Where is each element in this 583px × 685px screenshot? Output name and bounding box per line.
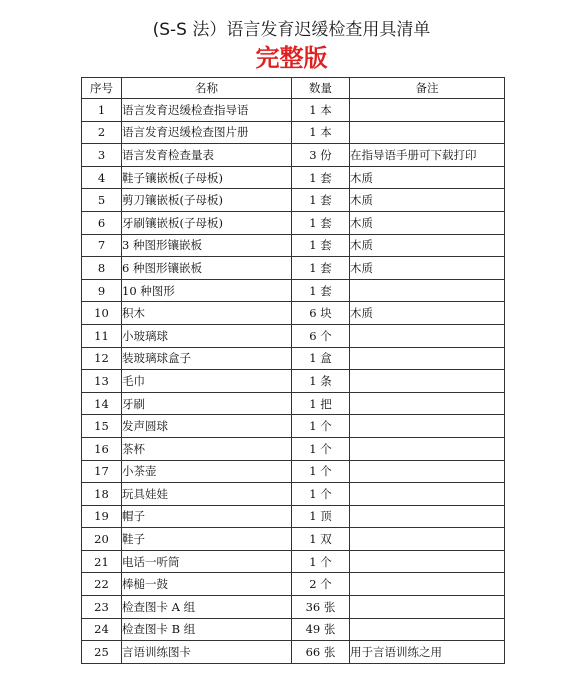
table-row	[82, 596, 505, 619]
table-row	[82, 257, 505, 280]
table-row	[82, 641, 505, 664]
cell-name: 玩具娃娃	[122, 483, 292, 506]
cell-quantity: 1 个	[292, 437, 350, 460]
cell-name: 语言发育迟缓检查指导语	[122, 99, 292, 122]
cell-note: 木质	[350, 189, 505, 212]
cell-number: 6	[82, 211, 122, 234]
table-row	[82, 573, 505, 596]
equipment-table	[81, 77, 505, 664]
cell-quantity: 36 张	[292, 596, 350, 619]
cell-quantity: 1 条	[292, 370, 350, 393]
cell-note: 木质	[350, 257, 505, 280]
cell-name: 鞋子	[122, 528, 292, 551]
cell-note	[350, 437, 505, 460]
cell-name: 3 种图形镶嵌板	[122, 234, 292, 257]
table-row	[82, 370, 505, 393]
cell-name: 6 种图形镶嵌板	[122, 257, 292, 280]
cell-number: 14	[82, 392, 122, 415]
cell-number: 18	[82, 483, 122, 506]
cell-note	[350, 392, 505, 415]
cell-quantity: 1 套	[292, 234, 350, 257]
cell-number: 16	[82, 437, 122, 460]
cell-quantity: 1 套	[292, 279, 350, 302]
cell-name: 牙刷镶嵌板(子母板)	[122, 211, 292, 234]
cell-quantity: 1 本	[292, 99, 350, 122]
cell-note	[350, 324, 505, 347]
cell-name: 帽子	[122, 505, 292, 528]
cell-name: 检查图卡 B 组	[122, 618, 292, 641]
cell-note	[350, 121, 505, 144]
cell-note	[350, 460, 505, 483]
cell-quantity: 1 个	[292, 483, 350, 506]
table-row	[82, 347, 505, 370]
table-row	[82, 324, 505, 347]
table-row	[82, 505, 505, 528]
cell-number: 12	[82, 347, 122, 370]
cell-number: 21	[82, 550, 122, 573]
cell-name: 积木	[122, 302, 292, 325]
table-row	[82, 392, 505, 415]
table-header-row	[82, 78, 505, 99]
cell-name: 小茶壶	[122, 460, 292, 483]
table-row	[82, 234, 505, 257]
cell-number: 9	[82, 279, 122, 302]
cell-quantity: 6 个	[292, 324, 350, 347]
table-row	[82, 550, 505, 573]
cell-number: 11	[82, 324, 122, 347]
cell-name: 茶杯	[122, 437, 292, 460]
table-row	[82, 460, 505, 483]
table-row	[82, 279, 505, 302]
cell-note	[350, 596, 505, 619]
cell-note	[350, 347, 505, 370]
cell-note	[350, 370, 505, 393]
cell-quantity: 1 个	[292, 550, 350, 573]
cell-number: 19	[82, 505, 122, 528]
cell-number: 1	[82, 99, 122, 122]
cell-quantity: 1 个	[292, 415, 350, 438]
cell-quantity: 1 套	[292, 257, 350, 280]
cell-note: 木质	[350, 166, 505, 189]
header-note: 备注	[350, 78, 505, 99]
cell-note	[350, 528, 505, 551]
cell-quantity: 1 套	[292, 211, 350, 234]
cell-number: 5	[82, 189, 122, 212]
cell-quantity: 1 套	[292, 189, 350, 212]
table-row	[82, 144, 505, 167]
cell-note	[350, 99, 505, 122]
header-number: 序号	[82, 78, 122, 99]
cell-name: 电话一听筒	[122, 550, 292, 573]
cell-quantity: 1 双	[292, 528, 350, 551]
table-row	[82, 483, 505, 506]
header-name: 名称	[122, 78, 292, 99]
cell-number: 20	[82, 528, 122, 551]
cell-name: 鞋子镶嵌板(子母板)	[122, 166, 292, 189]
table-row	[82, 302, 505, 325]
cell-quantity: 1 把	[292, 392, 350, 415]
table-row	[82, 99, 505, 122]
cell-number: 25	[82, 641, 122, 664]
table-row	[82, 189, 505, 212]
cell-number: 8	[82, 257, 122, 280]
cell-number: 13	[82, 370, 122, 393]
cell-name: 牙刷	[122, 392, 292, 415]
table-row	[82, 121, 505, 144]
cell-name: 小玻璃球	[122, 324, 292, 347]
table-body	[82, 99, 505, 664]
cell-number: 3	[82, 144, 122, 167]
document-subtitle: 完整版	[255, 44, 328, 72]
cell-number: 15	[82, 415, 122, 438]
table-row	[82, 415, 505, 438]
cell-quantity: 49 张	[292, 618, 350, 641]
table-row	[82, 618, 505, 641]
document-title: (S-S 法）语言发育迟缓检查用具清单	[152, 20, 431, 40]
cell-note: 用于言语训练之用	[350, 641, 505, 664]
cell-name: 毛巾	[122, 370, 292, 393]
cell-note	[350, 550, 505, 573]
cell-quantity: 66 张	[292, 641, 350, 664]
cell-name: 发声圆球	[122, 415, 292, 438]
cell-name: 语言发育检查量表	[122, 144, 292, 167]
cell-name: 语言发育迟缓检查图片册	[122, 121, 292, 144]
cell-note: 木质	[350, 234, 505, 257]
cell-number: 4	[82, 166, 122, 189]
cell-note: 木质	[350, 211, 505, 234]
cell-name: 言语训练图卡	[122, 641, 292, 664]
cell-name: 10 种图形	[122, 279, 292, 302]
cell-name: 装玻璃球盒子	[122, 347, 292, 370]
table-row	[82, 166, 505, 189]
cell-name: 检查图卡 A 组	[122, 596, 292, 619]
cell-note: 木质	[350, 302, 505, 325]
cell-note	[350, 573, 505, 596]
cell-note	[350, 505, 505, 528]
table-row	[82, 437, 505, 460]
cell-note	[350, 483, 505, 506]
cell-number: 10	[82, 302, 122, 325]
cell-note: 在指导语手册可下载打印	[350, 144, 505, 167]
cell-quantity: 1 顶	[292, 505, 350, 528]
cell-number: 22	[82, 573, 122, 596]
table-row	[82, 528, 505, 551]
cell-quantity: 1 个	[292, 460, 350, 483]
header-quantity: 数量	[292, 78, 350, 99]
cell-note	[350, 415, 505, 438]
cell-note	[350, 618, 505, 641]
cell-name: 剪刀镶嵌板(子母板)	[122, 189, 292, 212]
cell-number: 2	[82, 121, 122, 144]
cell-number: 24	[82, 618, 122, 641]
cell-quantity: 1 套	[292, 166, 350, 189]
cell-name: 棒槌一鼓	[122, 573, 292, 596]
cell-number: 17	[82, 460, 122, 483]
cell-quantity: 2 个	[292, 573, 350, 596]
cell-note	[350, 279, 505, 302]
cell-quantity: 1 盒	[292, 347, 350, 370]
table-row	[82, 211, 505, 234]
cell-number: 7	[82, 234, 122, 257]
cell-quantity: 6 块	[292, 302, 350, 325]
cell-quantity: 1 本	[292, 121, 350, 144]
cell-quantity: 3 份	[292, 144, 350, 167]
cell-number: 23	[82, 596, 122, 619]
